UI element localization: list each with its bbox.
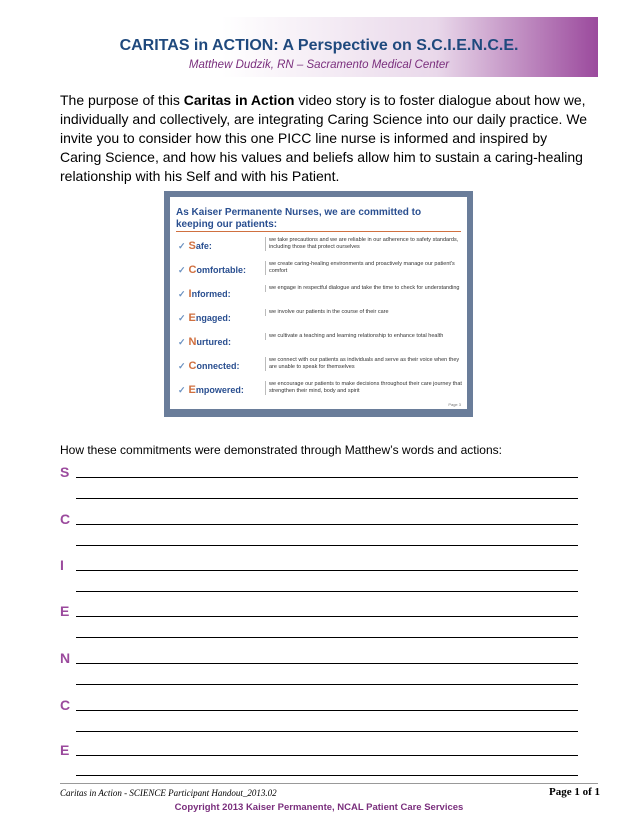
slide-item-desc: we connect with our patients as individuals and serve as their voice when they are unable to speak for themselves [265, 357, 465, 371]
slide-item-letter: E [188, 384, 196, 396]
footer-divider [60, 783, 598, 784]
slide-item-comfortable [178, 261, 461, 281]
slide-title-line1: As Kaiser Permanente Nurses, we are committed to [176, 207, 422, 218]
write-line[interactable] [76, 591, 578, 592]
check-icon: ✓ [178, 313, 186, 323]
slide-footer: Page 3 [448, 402, 461, 407]
intro-bold-phrase: Caritas in Action [183, 92, 295, 108]
check-icon: ✓ [178, 289, 186, 299]
write-line-c[interactable] [60, 511, 578, 525]
slide-item-desc: we encourage our patients to make decisions throughout their care journey that strengthen their mind, body and spirit [265, 381, 465, 395]
line-letter: C [60, 511, 71, 527]
write-line-c2-2[interactable] [60, 718, 578, 732]
write-line[interactable] [76, 663, 578, 664]
slide-item-key: urtured: [196, 337, 231, 347]
slide-item-safe [178, 237, 461, 257]
write-line-n-2[interactable] [60, 671, 578, 685]
check-icon: ✓ [178, 265, 186, 275]
intro-text-before: The purpose of this [60, 92, 184, 108]
write-line[interactable] [76, 616, 578, 617]
write-line-n[interactable] [60, 650, 578, 664]
footer-copyright: Copyright 2013 Kaiser Permanente, NCAL Patient Care Services [174, 802, 464, 813]
line-letter: E [60, 603, 70, 619]
check-icon: ✓ [178, 361, 186, 371]
slide-item-nurtured [178, 333, 461, 353]
slide-item-letter: S [188, 240, 196, 252]
line-letter: S [60, 464, 70, 480]
write-line-i-2[interactable] [60, 578, 578, 592]
line-letter: N [60, 650, 71, 666]
slide-item-desc: we cultivate a teaching and learning relationship to enhance total health [265, 333, 465, 340]
write-line-e2[interactable] [60, 742, 578, 756]
slide-item-key: onnected: [196, 361, 240, 371]
footer-page-number: Page 1 of 1 [548, 786, 600, 798]
write-line-s-2[interactable] [60, 485, 578, 499]
slide-item-desc: we involve our patients in the course of their care [265, 309, 465, 316]
slide-item-key: mpowered: [195, 385, 244, 395]
check-icon: ✓ [178, 337, 186, 347]
write-line[interactable] [76, 775, 578, 776]
slide-item-desc: we take precautions and we are reliable in our adherence to safety standards, including those that protect ourselves [265, 237, 465, 251]
check-icon: ✓ [178, 385, 186, 395]
slide-item-empowered [178, 381, 461, 401]
commitment-slide-image [164, 191, 473, 417]
write-line[interactable] [76, 524, 578, 525]
line-letter: I [60, 557, 64, 573]
write-line[interactable] [76, 637, 578, 638]
write-line-e2-2[interactable] [60, 762, 578, 776]
line-letter: C [60, 697, 71, 713]
intro-paragraph [60, 91, 590, 186]
write-line[interactable] [76, 684, 578, 685]
slide-title-line2: keeping our patients: [176, 219, 278, 230]
slide-item-key: omfortable: [196, 265, 246, 275]
check-icon: ✓ [178, 241, 186, 251]
write-line-c-2[interactable] [60, 532, 578, 546]
write-line[interactable] [76, 545, 578, 546]
write-line-e[interactable] [60, 603, 578, 617]
slide-item-letter: I [188, 288, 192, 300]
slide-item-key: ngaged: [195, 313, 231, 323]
slide-item-letter: E [188, 312, 196, 324]
intro-text-after: video story is to foster dialogue about how we, individually and collectively, are integrating Caring Science into our daily practice. We invite you to consider how this one PICC line nurse is informed and inspired by Caring Science, and how his values and beliefs allow him to sustain a caring-healing relationship with his Self and with his Patient. [60, 92, 588, 184]
slide-item-desc: we engage in respectful dialogue and take the time to check for understanding [265, 285, 465, 292]
slide-item-letter: C [188, 264, 197, 276]
slide-item-connected [178, 357, 461, 377]
write-line[interactable] [76, 498, 578, 499]
write-line[interactable] [76, 755, 578, 756]
slide-item-letter: C [188, 360, 197, 372]
write-line[interactable] [76, 731, 578, 732]
slide-item-engaged [178, 309, 461, 329]
write-line[interactable] [76, 477, 578, 478]
footer-doc-name: Caritas in Action - SCIENCE Participant Handout_2013.02 [60, 788, 277, 798]
slide-divider [176, 231, 461, 232]
slide-content [170, 197, 467, 409]
commitments-heading: How these commitments were demonstrated through Matthew’s words and actions: [60, 443, 502, 457]
page-title: CARITAS in ACTION: A Perspective on S.C.I.E.N.C.E. [119, 37, 519, 54]
slide-item-informed [178, 285, 461, 305]
slide-item-key: afe: [195, 241, 212, 251]
slide-item-letter: N [188, 336, 197, 348]
slide-item-desc: we create caring-healing environments and proactively manage our patient's comfort [265, 261, 465, 275]
write-line-e-2[interactable] [60, 624, 578, 638]
page-subtitle: Matthew Dudzik, RN – Sacramento Medical Center [188, 59, 450, 71]
slide-title [176, 207, 456, 231]
write-line-s[interactable] [60, 464, 578, 478]
write-line-c2[interactable] [60, 697, 578, 711]
write-line[interactable] [76, 710, 578, 711]
write-line[interactable] [76, 570, 578, 571]
write-line-i[interactable] [60, 557, 578, 571]
line-letter: E [60, 742, 70, 758]
slide-item-key: nformed: [191, 289, 231, 299]
